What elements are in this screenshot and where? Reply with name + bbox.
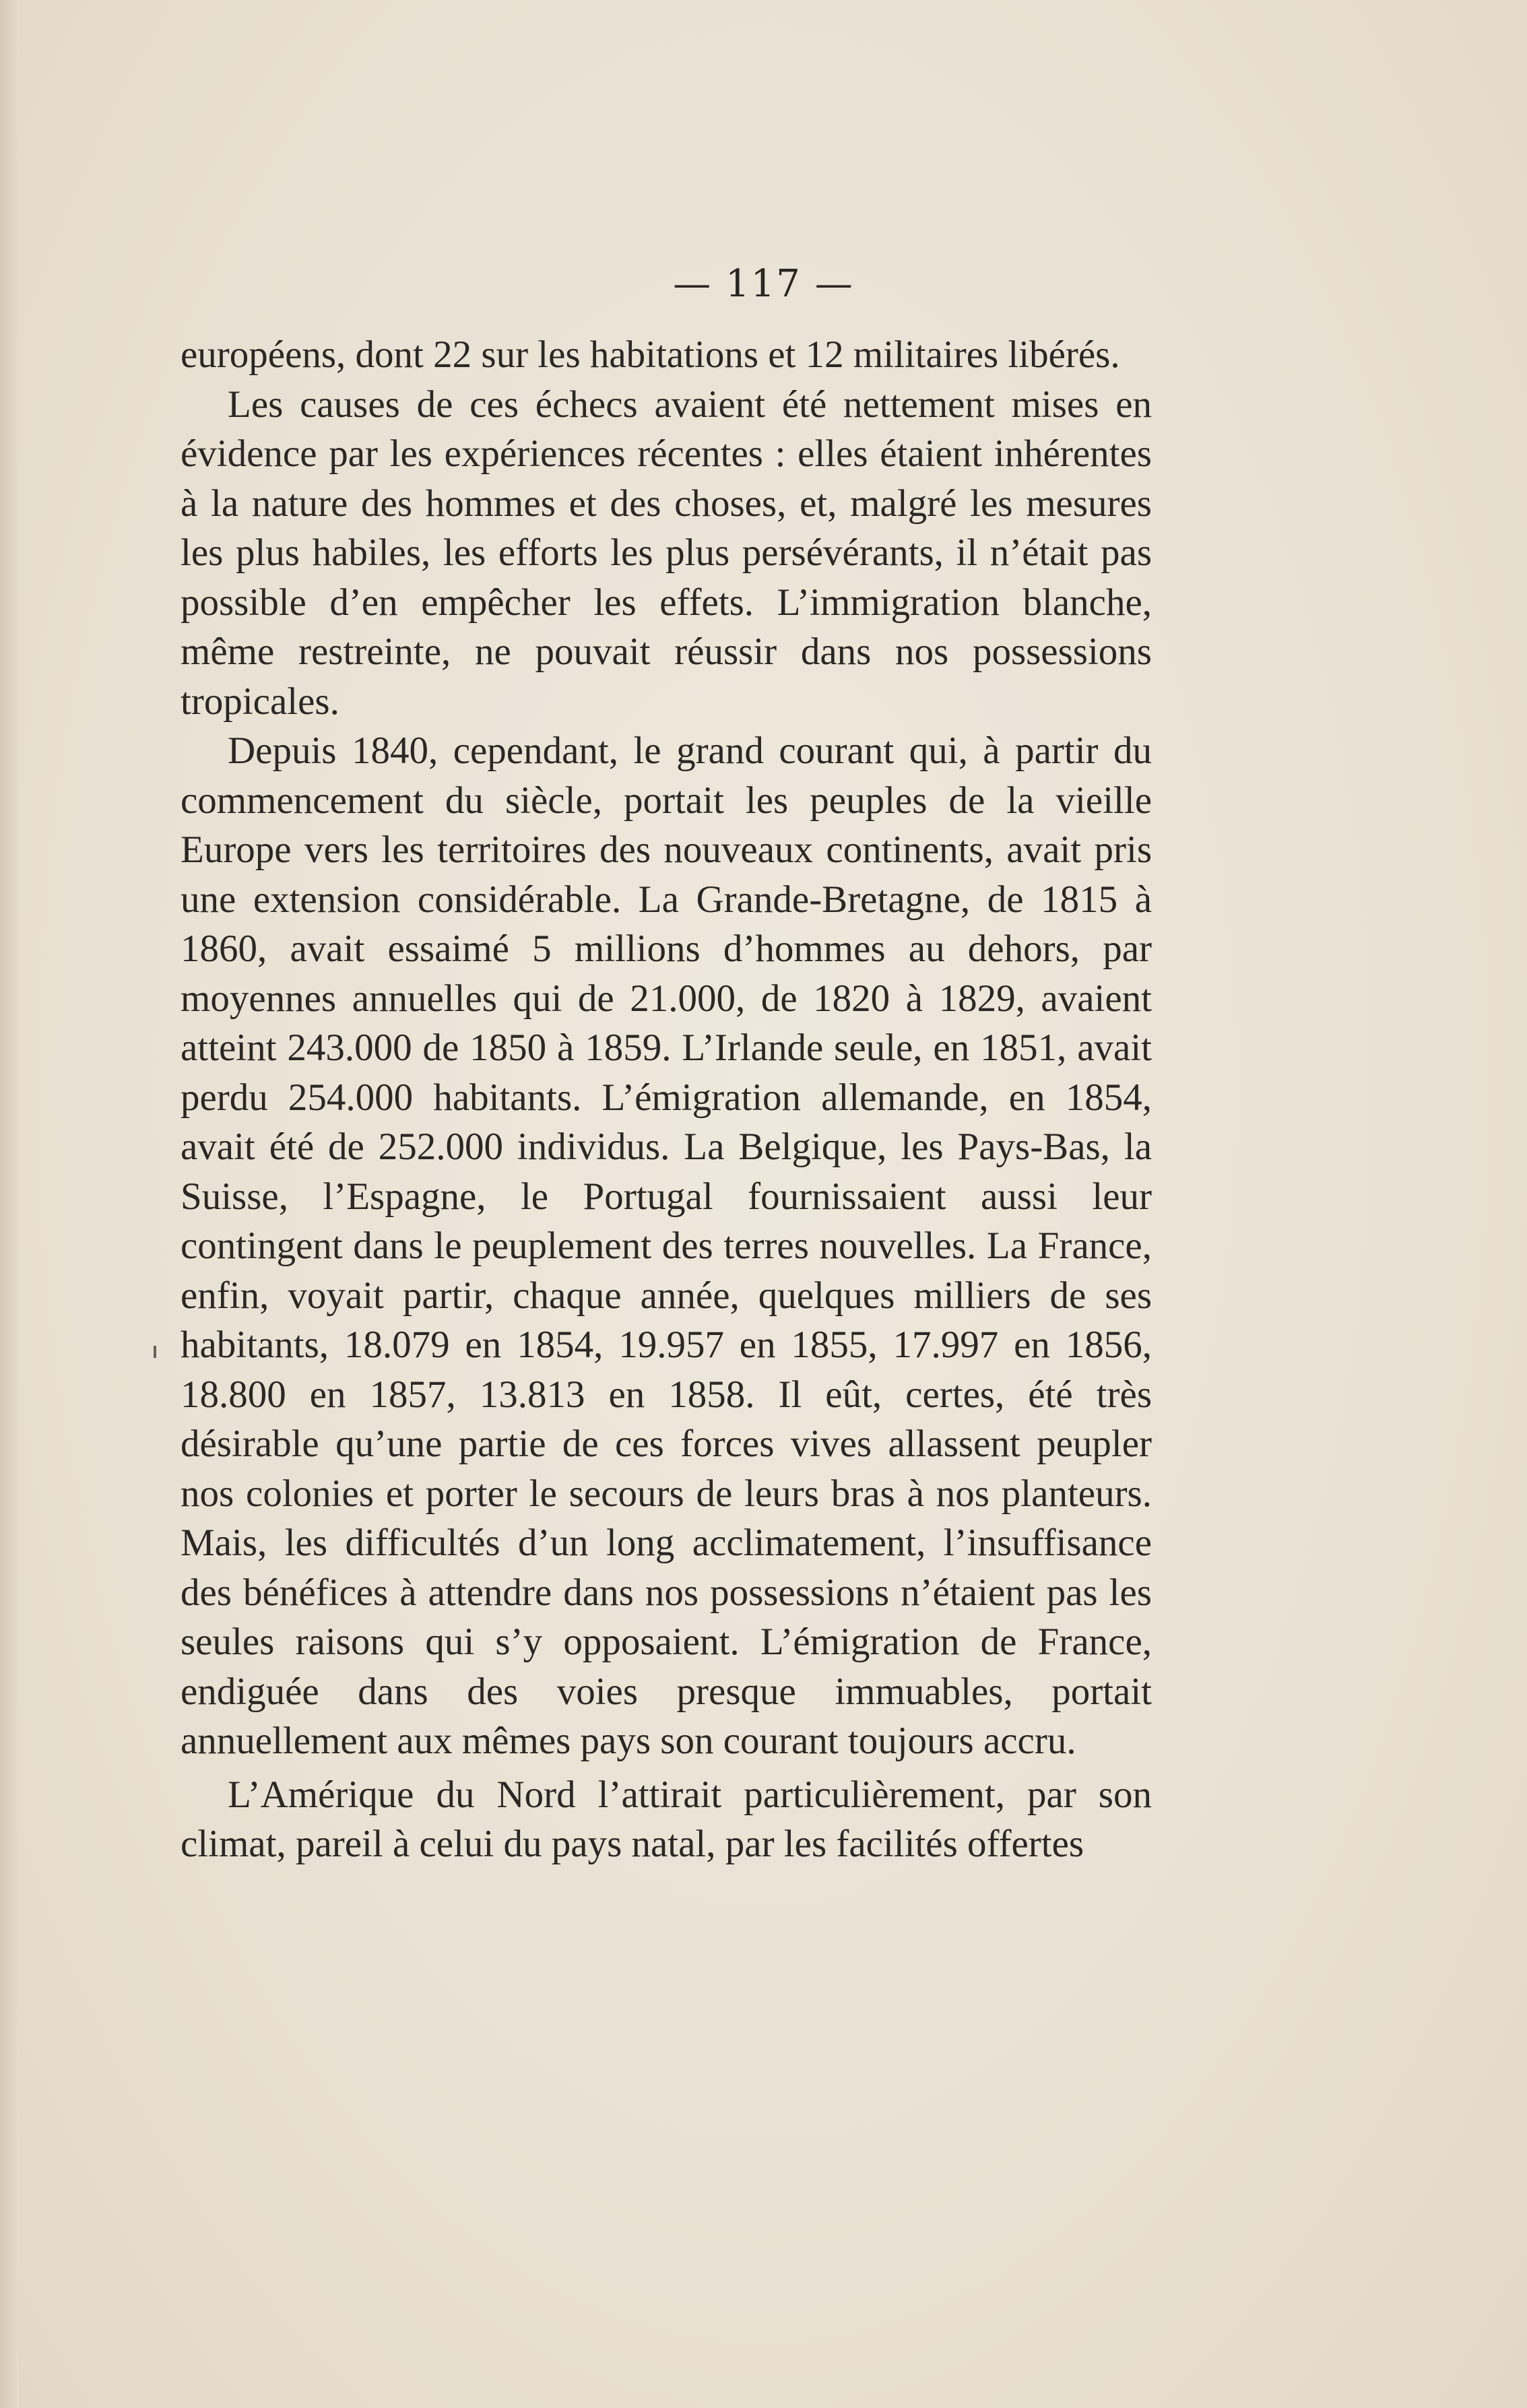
page-number: — 117 —	[673, 262, 854, 306]
margin-mark	[154, 1346, 156, 1358]
paragraph-causes: Les causes de ces échecs avaient été nettement mises en évidence par les expériences récentes : elles étaient inhérentes à la nature des hommes et des choses, et, malgré les mesures les plus habiles, les efforts les plus persévérants, il n’était pas possible d’en empêcher les effets. L’immigration blanche, même restreinte, ne pouvait réussir dans nos possessions tropicales.	[181, 383, 1152, 723]
paragraph-continuation: européens, dont 22 sur les habitations et 12 militaires libérés.	[181, 333, 1120, 376]
body-text	[181, 330, 1152, 1869]
page-binding-edge	[0, 0, 19, 2408]
paragraph-north-america: L’Amérique du Nord l’attirait particulièrement, par son climat, pareil à celui du pays natal, par les facilités offertes	[181, 1773, 1152, 1865]
paragraph-emigration: Depuis 1840, cependant, le grand courant qui, à partir du commencement du siècle, portait les peuples de la vieille Europe vers les territoires des nouveaux continents, avait pris une extension considérable. La Grande-Bretagne, de 1815 à 1860, avait essaimé 5 millions d’hommes au dehors, par moyennes annuelles qui de 21.000, de 1820 à 1829, avaient atteint 243.000 de 1850 à 1859. L’Irlande seule, en 1851, avait perdu 254.000 habitants. L’émigration allemande, en 1854, avait été de 252.000 individus. La Belgique, les Pays-Bas, la Suisse, l’Espagne, le Portugal fournissaient aussi leur contingent dans le peuplement des terres nouvelles. La France, enfin, voyait partir, chaque année, quelques milliers de ses habitants, 18.079 en 1854, 19.957 en 1855, 17.997 en 1856, 18.800 en 1857, 13.813 en 1858. Il eût, certes, été très désirable qu’une partie de ces forces vives allassent peupler nos colonies et porter le secours de leurs bras à nos planteurs. Mais, les difficultés d’un long acclimatement, l’insuffisance des bénéfices à attendre dans nos possessions n’étaient pas les seules raisons qui s’y opposaient. L’émigration de France, endiguée dans des voies presque immuables, portait annuellement aux mêmes pays son courant toujours accru.	[181, 729, 1152, 1762]
